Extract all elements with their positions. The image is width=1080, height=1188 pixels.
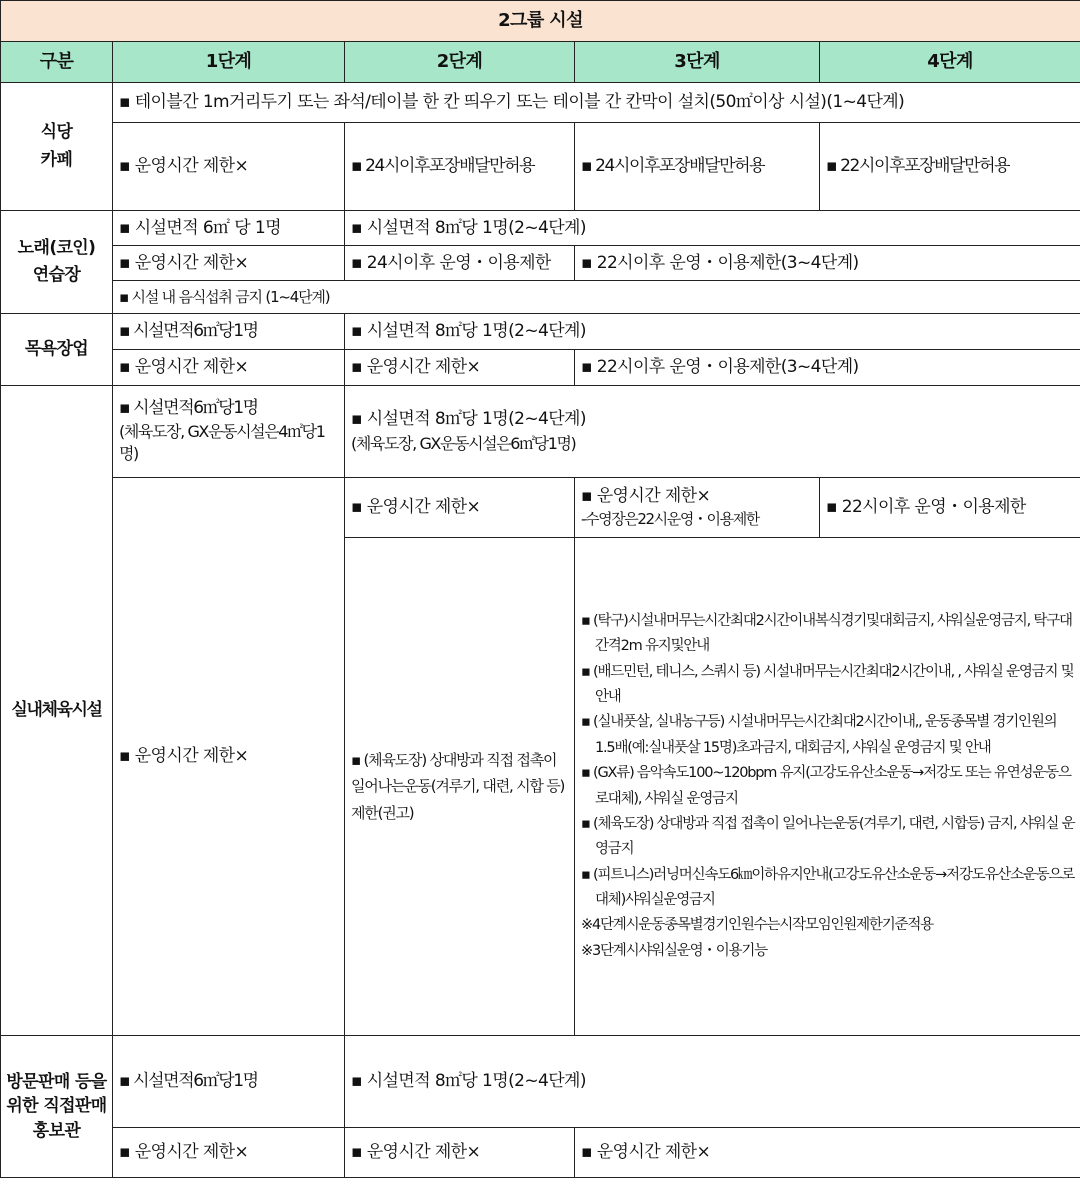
gym-note-stage-2: ▪ (체육도장) 상대방과 직접 접촉이 일어나는운동(겨루기, 대련, 시합 등) 제한(권고) [345,538,575,1036]
restaurant-stage-3: ▪ 24시이후포장배달만허용 [575,123,820,211]
category-gym: 실내체육시설 [1,386,113,1036]
bath-hours-stage-1: ▪ 운영시간 제한× [113,350,345,386]
sales-area-stage-1: ▪ 시설면적6㎡당1명 [113,1036,345,1128]
sales-hours-stage-1: ▪ 운영시간 제한× [113,1128,345,1178]
gym-hours-stage-2: ▪ 운영시간 제한× [345,478,575,538]
gym-hours-stage-1: ▪ 운영시간 제한× [113,478,345,1036]
restaurant-stage-1: ▪ 운영시간 제한× [113,123,345,211]
gym-hours-stage-3-line2: -수영장은22시운영・이용제한 [581,509,759,528]
header-stage-3: 3단계 [575,42,820,83]
restaurant-stage-4: ▪ 22시이후포장배달만허용 [820,123,1080,211]
header-stage-2: 2단계 [345,42,575,83]
gym-notes-stage-3-4 [575,538,1080,1036]
category-restaurant [1,83,113,211]
gym-note-gx: ▪ (GX류) 음악속도100~120bpm 유지(고강도유산소운동→저강도 또는 유연성운동으로대체), 샤워실 운영금지 [581,765,1071,807]
bath-area-stage-1: ▪ 시설면적6㎡당1명 [113,314,345,350]
header-stage-4: 4단계 [820,42,1080,83]
gym-hours-stage-3 [575,478,820,538]
gym-note-martial-arts: ▪ (체육도장) 상대방과 직접 접촉이 일어나는운동(겨루기, 대련, 시합등) 금지, 샤워실 운영금지 [581,815,1075,858]
bath-hours-stage-2: ▪ 운영시간 제한× [345,350,575,386]
sales-hours-stage-2: ▪ 운영시간 제한× [345,1128,575,1178]
category-restaurant-line1: 식당 [40,122,73,143]
gym-remark-stage-4: ※4단계시운동종목별경기인원수는시작모임인원제한기준적용 [581,917,933,934]
gym-area-stage-2-4-line1: ▪ 시설면적 8㎡당 1명(2~4단계) [351,408,586,429]
category-restaurant-line2: 카페 [40,149,73,170]
karaoke-hours-stage-1: ▪ 운영시간 제한× [113,246,345,281]
gym-area-stage-1-line1: ▪ 시설면적6㎡당1명 [119,398,258,419]
gym-note-table-tennis: ▪ (탁구)시설내머무는시간최대2시간이내복식경기및대회금지, 샤워실운영금지, 탁구대간격2m 유지및안내 [581,612,1072,655]
table-title: 2그룹 시설 [1,1,1080,42]
category-sales-line2: 위한 직접판매 [6,1096,107,1117]
sales-area-stage-2-4: ▪ 시설면적 8㎡당 1명(2~4단계) [345,1036,1080,1128]
gym-note-futsal: ▪ (실내풋살, 실내농구등) 시설내머무는시간최대2시간이내,, 운동종목별 경기인원의 1.5배(예:실내풋살 15명)초과금지, 대회금지, 샤워실 운영금지 및 안내 [581,714,1057,756]
gym-area-stage-2-4-line2: (체육도장, GX운동시설은6㎡당1명) [351,434,576,454]
bath-area-stage-2-4: ▪ 시설면적 8㎡당 1명(2~4단계) [345,314,1080,350]
karaoke-area-stage-1: ▪ 시설면적 6㎡ 당 1명 [113,211,345,246]
gym-area-stage-2-4 [345,386,1080,478]
restaurant-common-rule: ▪ 테이블간 1m거리두기 또는 좌석/테이블 한 칸 띄우기 또는 테이블 간 칸막이 설치(50㎡이상 시설)(1~4단계) [113,83,1080,123]
karaoke-area-stage-2-4: ▪ 시설면적 8㎡당 1명(2~4단계) [345,211,1080,246]
restaurant-stage-2: ▪ 24시이후포장배달만허용 [345,123,575,211]
sales-hours-stage-3-4: ▪ 운영시간 제한× [575,1128,1080,1178]
category-bath: 목욕장업 [1,314,113,386]
karaoke-hours-stage-2: ▪ 24시이후 운영・이용제한 [345,246,575,281]
gym-remark-stage-3: ※3단계시샤워실운영・이용기능 [581,942,767,959]
gym-note-fitness: ▪ (피트니스)러닝머신속도6㎞이하유지안내(고강도유산소운동→저강도유산소운동으로대체)샤워실운영금지 [581,866,1075,908]
category-karaoke-line2: 연습장 [32,265,81,285]
bath-hours-stage-3-4: ▪ 22시이후 운영・이용제한(3~4단계) [575,350,1080,386]
gym-hours-stage-3-line1: ▪ 운영시간 제한× [581,486,711,507]
gym-note-badminton: ▪ (배드민턴, 테니스, 스쿼시 등) 시설내머무는시간최대2시간이내, , 샤워실 운영금지 및 안내 [581,663,1074,705]
header-stage-1: 1단계 [113,42,345,83]
category-karaoke [1,211,113,314]
category-sales-line1: 방문판매 등을 [6,1071,107,1092]
karaoke-food-rule: ▪ 시설 내 음식섭취 금지 (1~4단계) [113,281,1080,314]
gym-hours-stage-4: ▪ 22시이후 운영・이용제한 [820,478,1080,538]
category-sales-line3: 홍보관 [32,1120,81,1141]
header-category: 구분 [1,42,113,83]
category-sales [1,1036,113,1178]
karaoke-hours-stage-3-4: ▪ 22시이후 운영・이용제한(3~4단계) [575,246,1080,281]
category-karaoke-line1: 노래(코인) [17,237,96,258]
gym-area-stage-1 [113,386,345,478]
gym-area-stage-1-line2: (체육도장, GX운동시설은4㎡당1명) [119,422,325,464]
